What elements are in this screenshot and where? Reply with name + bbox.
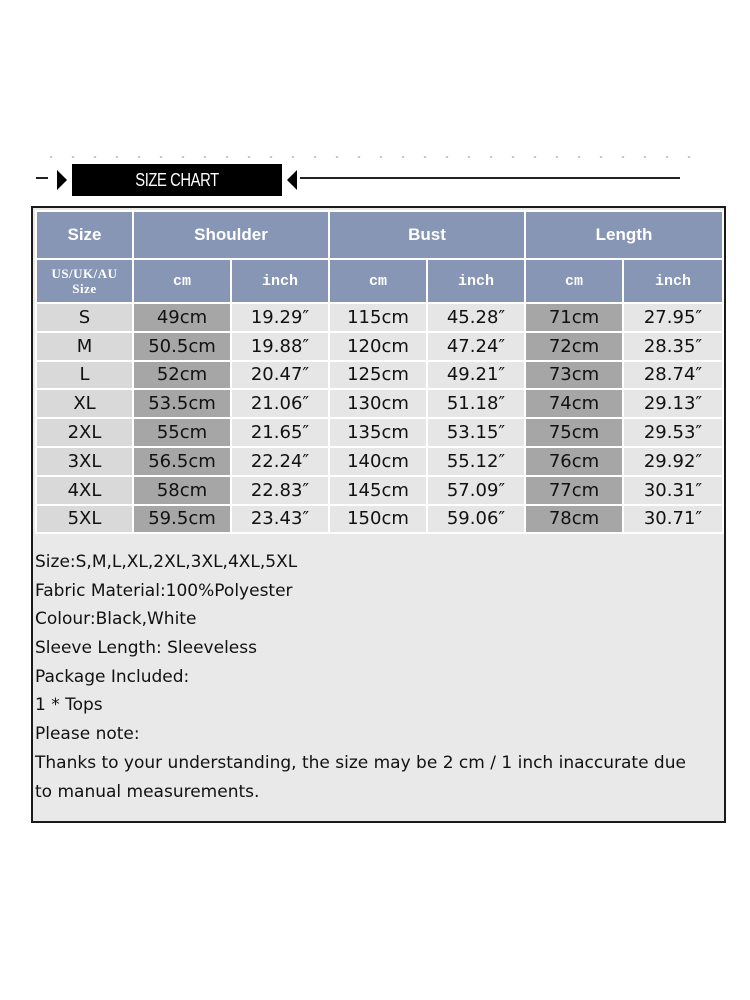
- cell-bust-cm: 150cm: [329, 505, 427, 534]
- size-table: [35, 210, 724, 534]
- unit-length-inch: inch: [623, 259, 723, 303]
- cell-shoulder-cm: 52cm: [133, 361, 231, 390]
- cell-shoulder-cm: 49cm: [133, 303, 231, 332]
- note-line: Please note:: [35, 724, 140, 745]
- cell-length-inch: 28.74″: [623, 361, 723, 390]
- note-line: Colour:Black,White: [35, 609, 197, 630]
- cell-shoulder-inch: 19.88″: [231, 332, 329, 361]
- cell-size: XL: [36, 389, 133, 418]
- cell-bust-inch: 47.24″: [427, 332, 525, 361]
- note-line: Size:S,M,L,XL,2XL,3XL,4XL,5XL: [35, 552, 298, 572]
- cell-bust-inch: 49.21″: [427, 361, 525, 390]
- header-shoulder: Shoulder: [133, 211, 329, 259]
- banner-left-notch: [57, 170, 67, 190]
- cell-length-cm: 78cm: [525, 505, 623, 534]
- cell-size: 2XL: [36, 418, 133, 447]
- cell-bust-inch: 51.18″: [427, 389, 525, 418]
- product-notes: [35, 548, 715, 806]
- table-group-header-row: [36, 211, 723, 259]
- note-line: Sleeve Length: Sleeveless: [35, 638, 257, 659]
- cell-size: 5XL: [36, 505, 133, 534]
- cell-length-cm: 76cm: [525, 447, 623, 476]
- note-line: 1 * Tops: [35, 695, 103, 716]
- cell-length-cm: 72cm: [525, 332, 623, 361]
- cell-size: L: [36, 361, 133, 390]
- cell-length-inch: 30.31″: [623, 476, 723, 505]
- size-region-line1: US/UK/AU: [51, 266, 118, 281]
- cell-length-cm: 75cm: [525, 418, 623, 447]
- table-unit-header-row: [36, 259, 723, 303]
- banner-tab: [57, 164, 297, 196]
- table-row: [36, 389, 723, 418]
- cell-length-inch: 29.53″: [623, 418, 723, 447]
- cell-size: 4XL: [36, 476, 133, 505]
- cell-bust-cm: 145cm: [329, 476, 427, 505]
- banner-title: SIZE CHART: [135, 170, 219, 190]
- cell-bust-inch: 45.28″: [427, 303, 525, 332]
- cell-shoulder-inch: 20.47″: [231, 361, 329, 390]
- banner-right-notch: [287, 170, 297, 190]
- cell-length-inch: 27.95″: [623, 303, 723, 332]
- table-row: [36, 418, 723, 447]
- cell-length-inch: 29.92″: [623, 447, 723, 476]
- table-row: [36, 332, 723, 361]
- unit-shoulder-cm: cm: [133, 259, 231, 303]
- cell-bust-inch: 57.09″: [427, 476, 525, 505]
- size-region-line2: Size: [72, 281, 97, 296]
- cell-shoulder-cm: 55cm: [133, 418, 231, 447]
- cell-bust-inch: 53.15″: [427, 418, 525, 447]
- cell-bust-cm: 135cm: [329, 418, 427, 447]
- cell-length-cm: 77cm: [525, 476, 623, 505]
- table-row: [36, 447, 723, 476]
- unit-shoulder-inch: inch: [231, 259, 329, 303]
- header-size-region: [36, 259, 133, 303]
- cell-shoulder-inch: 22.24″: [231, 447, 329, 476]
- cell-shoulder-cm: 53.5cm: [133, 389, 231, 418]
- unit-length-cm: cm: [525, 259, 623, 303]
- cell-bust-cm: 140cm: [329, 447, 427, 476]
- cell-length-cm: 71cm: [525, 303, 623, 332]
- cell-bust-cm: 125cm: [329, 361, 427, 390]
- cell-bust-cm: 130cm: [329, 389, 427, 418]
- cell-size: 3XL: [36, 447, 133, 476]
- cell-length-inch: 29.13″: [623, 389, 723, 418]
- cell-shoulder-cm: 50.5cm: [133, 332, 231, 361]
- cell-shoulder-cm: 59.5cm: [133, 505, 231, 534]
- cell-length-inch: 30.71″: [623, 505, 723, 534]
- header-length: Length: [525, 211, 723, 259]
- cell-shoulder-inch: 21.06″: [231, 389, 329, 418]
- cell-shoulder-cm: 58cm: [133, 476, 231, 505]
- table-row: [36, 303, 723, 332]
- cell-shoulder-inch: 19.29″: [231, 303, 329, 332]
- cell-shoulder-inch: 23.43″: [231, 505, 329, 534]
- cell-length-cm: 74cm: [525, 389, 623, 418]
- size-chart-frame: [31, 206, 726, 823]
- note-line: Fabric Material:100%Polyester: [35, 580, 293, 601]
- cell-length-inch: 28.35″: [623, 332, 723, 361]
- size-chart-banner: [0, 150, 750, 200]
- header-bust: Bust: [329, 211, 525, 259]
- note-line: Package Included:: [35, 666, 190, 687]
- cell-shoulder-inch: 21.65″: [231, 418, 329, 447]
- unit-bust-inch: inch: [427, 259, 525, 303]
- header-size: Size: [36, 211, 133, 259]
- cell-bust-inch: 55.12″: [427, 447, 525, 476]
- cell-length-cm: 73cm: [525, 361, 623, 390]
- cell-size: S: [36, 303, 133, 332]
- unit-bust-cm: cm: [329, 259, 427, 303]
- dotted-divider: [40, 156, 700, 158]
- cell-size: M: [36, 332, 133, 361]
- cell-bust-cm: 115cm: [329, 303, 427, 332]
- table-row: [36, 505, 723, 534]
- cell-bust-cm: 120cm: [329, 332, 427, 361]
- cell-shoulder-inch: 22.83″: [231, 476, 329, 505]
- banner-rule: [300, 177, 680, 179]
- banner-left-dash: [36, 177, 48, 179]
- note-line: to manual measurements.: [35, 781, 260, 802]
- cell-shoulder-cm: 56.5cm: [133, 447, 231, 476]
- table-row: [36, 361, 723, 390]
- note-line: Thanks to your understanding, the size may be 2 cm / 1 inch inaccurate due: [35, 752, 686, 773]
- table-row: [36, 476, 723, 505]
- cell-bust-inch: 59.06″: [427, 505, 525, 534]
